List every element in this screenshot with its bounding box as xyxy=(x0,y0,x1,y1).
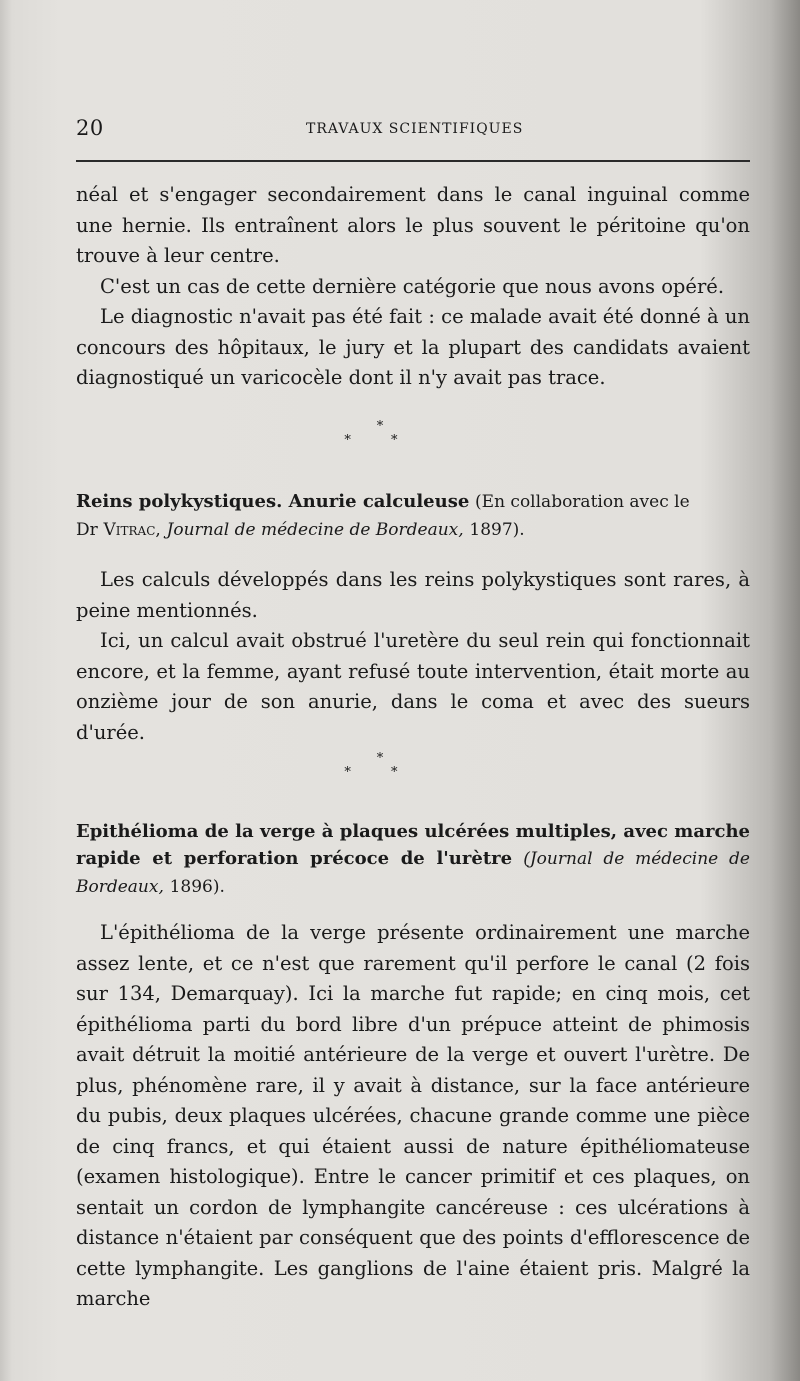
section-separator-2 xyxy=(0,752,800,780)
separator-star-top: * xyxy=(376,419,384,434)
section-1-ref-year: 1897). xyxy=(469,520,525,540)
intro-paragraph-3: Le diagnostic n'avait pas été fait : ce malade avait été donné à un concours des hôpitaux, le jury et la plupart des candidats avaient diagnostiqué un varicocèle dont il n'y avait pas trace. xyxy=(76,305,750,389)
section-2-ref-year: 1896). xyxy=(169,877,225,897)
running-title: TRAVAUX SCIENTIFIQUES xyxy=(306,121,524,137)
section-2-text xyxy=(76,918,750,1315)
section-2-title: Epithélioma de la verge à plaques ulcérées multiples, avec marche rapide et perforation précoce de l'urètre xyxy=(76,821,750,869)
separator-2-star-bottom: * * xyxy=(344,765,416,780)
section-1-ref-journal: Journal de médecine de Bordeaux, xyxy=(166,520,464,540)
intro-paragraph-2: C'est un cas de cette dernière catégorie que nous avons opéré. xyxy=(100,274,725,298)
section-1-text xyxy=(76,565,750,748)
intro-paragraph-1: néal et s'engager secondairement dans le canal inguinal comme une hernie. Ils entraînent alors le plus souvent le péritoine qu'on trouve à leur centre. xyxy=(76,183,750,267)
section-1-ref-open: (En collaboration avec le xyxy=(475,492,690,512)
intro-text xyxy=(76,180,750,394)
header-rule xyxy=(76,160,750,162)
section-1-title: Reins polykystiques. Anurie calculeuse xyxy=(76,491,470,512)
section-1-paragraph-2: Ici, un calcul avait obstrué l'uretère du seul rein qui fonctionnait encore, et la femme, ayant refusé toute intervention, était morte au onzième jour de son anurie, dans le coma et avec des sueurs d'urée. xyxy=(76,629,750,744)
section-2-ref-journal: (Journal de médecine de Bordeaux, xyxy=(76,849,750,897)
separator-star-bottom: * * xyxy=(344,433,416,448)
page-header xyxy=(76,116,750,146)
section-1-ref-author: Vitrac, xyxy=(103,520,161,540)
section-1-paragraph-1: Les calculs développés dans les reins polykystiques sont rares, à peine mentionnés. xyxy=(76,568,750,622)
section-1-heading xyxy=(76,488,750,544)
page-number: 20 xyxy=(76,116,104,140)
section-1-ref-author-prefix: Dr xyxy=(76,520,98,540)
section-separator-1 xyxy=(0,420,800,448)
section-2-paragraph-1: L'épithélioma de la verge présente ordinairement une marche assez lente, et ce n'est que rarement qu'il perfore le canal (2 fois sur 134, Demarquay). Ici la marche fut rapide; en cinq mois, cet épithélioma parti du bord libre d'un prépuce atteint de phimosis avait détruit la moitié antérieure de la verge et ouvert l'urètre. De plus, phénomène rare, il y avait à distance, sur la face antérieure du pubis, deux plaques ulcérées, chacune grande comme une pièce de cinq francs, et qui étaient aussi de nature épithéliomateuse (examen histologique). Entre le cancer primitif et ces plaques, on sentait un cordon de lymphangite cancéreuse : ces ulcérations à distance n'étaient par conséquent que des points d'efflorescence de cette lymphangite. Les ganglions de l'aine étaient pris. Malgré la marche xyxy=(76,921,750,1310)
section-2-heading xyxy=(76,818,750,901)
separator-2-star-top: * xyxy=(376,751,384,766)
